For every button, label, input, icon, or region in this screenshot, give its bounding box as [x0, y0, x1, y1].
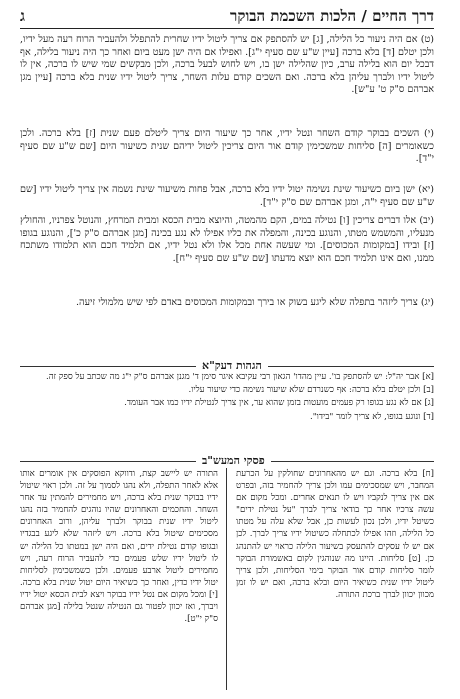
main-text — [20, 34, 434, 316]
running-header — [20, 6, 434, 29]
paragraph: (יג) צריך ליזהר בתפלה שלא ליגע בשוק או בירך ובמקומות המכוסים באדם לפי שיש מלמולי זיעה. — [76, 297, 434, 308]
notes-box — [20, 372, 434, 425]
paragraph: (י) השכים בבוקר קודם השחר ונטל ידיו, אחר כך שיעור היום צריך ליטלם פעם שנית [ז] בלא ברכה. ולכן כשאומרים [ה] סליחות שמשכימין קודם אור היום צריכין ליטול ידיהם שנית כשיעור היום [שם ש"ע שם סעיף י"ד]. — [20, 128, 434, 165]
paragraph: (יא) ישן ביום כשיעור שינת נשימה יטול ידיו בלא ברכה, אבל פחות משיעור שינת נשמה אין צריך ליטול ידיו [שם ש"ע שם סעיף י"ה, ומגן אברהם שם ס"ק י"ד]. — [20, 184, 434, 208]
footer-columns — [20, 468, 434, 690]
footer-title: פסקי המעש"ב — [196, 454, 271, 467]
page-letter: ג — [20, 7, 25, 25]
footer-column-left: התורה יש ליישב קצת, ודווקא הפוסקים אין אומרים אותו אלא לאחר התפלה, ולא נהגו לסמוך על זה. ולכן ראוי שיטול ידיו בבוקר שנית בלא ברכה, ויש מחמירים להמתין עד אחר השחר. והחכמים והאחרונים שהיו נוהגים להחמיר בזה נהגו ליטול ידיו שנית בבוקר ולברך עליהן, ורוב האחרונים מסכימים שיטול בלא ברכה. ויש ליזהר שלא ליגע בבגדיו ובגופו קודם נטילת ידים, ואם היה ישן במטתו כל הלילה יש לו ליטול ידיו שלש פעמים כדי להעביר הרוח רעה, ויש מחמירים ליטול ארבע פעמים. ולכן כשמשכימין לסליחות יטול ידיו כדין, ואחר כך כשיאיר היום יטול שנית בלא ברכה. [י] ומכל מקום אם נטל ידיו בבוקר ויצא לבית הכסא יטול ידיו ויברך, ואז יכוון לפטור גם הנטילה שנטל בלילה [מגן אברהם ס"ק י"ט]. — [20, 469, 218, 625]
notes-title: הגהות דעק"א — [196, 359, 268, 372]
paragraph: (ט) אם היה ניעור כל הלילה, [ג] יש להסתפק אם צריך ליטול ידיו שחרית להתפלל ולהעביר הרוח רעה מעל ידיו, ולכן יטלם [ד] בלא ברכה [עיין ש"ע שם סעיף י"ג]. ואפילו אם היה ישן מעט ביום ואחר כך היה ניעור בלילה, אף דבכל יום הוא בלילה ערב, כיון שהלילה ישן בו, ויש לחוש לבעל ברכה, ולכן מבקשים שמי שיש לו ברכה, אין לו ליטול ידיו ולברך עליהן בלא ברכה. ואם השכים קודם עלות השחר, צריך ליטול ידיו שנית בלא ברכה [עיין מגן אברהם ס"ק ט' ע"ש]. — [20, 34, 434, 96]
header-title: דרך החיים / הלכות השכמת הבוקר — [230, 7, 434, 25]
note-item: [ג] אם לא נגע בגופו רק פעמים מועטות בזמן שהוא ער, אין צריך לנטילת ידיו כמו אבר העומד. — [124, 398, 434, 409]
column-divider — [226, 468, 227, 690]
footer-column-right: [ח] בלא ברכה. וגם יש מהאחרונים שחולקין על הכרעת המחבר, ויש שמסכימים עמו ולכן צריך להחמיר בזה, ובפרט אם אין צריך לנקביו ויש לו תנאים אחרים. ומכל מקום אם עשה צרכיו אחר כך בודאי צריך לברך "על נטילת ידים" כשיטל ידיו, ולכן נכון לעשות כן, אבל שלא עלה על מטתו כל הלילה, וזהו אפילו לכתחלה כשיטול ידיו צריך לברך. לכן אם יש לו עסקים להתעסק בשיעור הלילה כראוי יש להתנהג כן. [ט] סליחות. היינו מה שנוהגין לקום באשמורת הבוקר לומר סליחות קודם אור הבוקר בימי הסליחות, ולכן צריך ליטול ידיו שנית כשיאיר היום ובלא ברכה, ואם יש לו זמן מכוון יכוון לברך ברכת התורה. — [236, 469, 434, 600]
note-item: [ד] ונוגע בגופו, לא צריך לומר "בידו". — [309, 411, 434, 422]
paragraph: (יב) אלו דברים צריכין [ו] נטילה במים, הקם מהמטה, והיוצא מבית הכסא ומבית המרחץ, והנוטל צפרניו, והחולץ מנעליו, והמשמש מטתו, והנוגע בכינה, והמפלה את כליו אפילו לא נגע בכינה [מגן אברהם ס"ק כ'], והנוגע בגופו [ז] ובידו [במקומות המכוסים]. ומי שעשה אחת מכל אלו ולא נטל ידיו, אם תלמיד חכם הוא תלמודו משתכח ממנו, ואם אינו תלמיד חכם הוא יוצא מדעתו [שם ש"ע שם סעיף י"ח]. — [20, 215, 434, 264]
note-item: [ב] ולכן יטלם בלא ברכה: אף כשנרדם שלא שיעור נשימה כדי שיעור עליו. — [188, 385, 434, 396]
note-item: [א] אבר יה"ל: יש להסתפק בו'. עיין מהדו' הגאון רבי עקיבא איגר סימן ד' מגנן אברהם ס"ק י"ג מה שכתב על ספק זה. — [45, 372, 434, 382]
